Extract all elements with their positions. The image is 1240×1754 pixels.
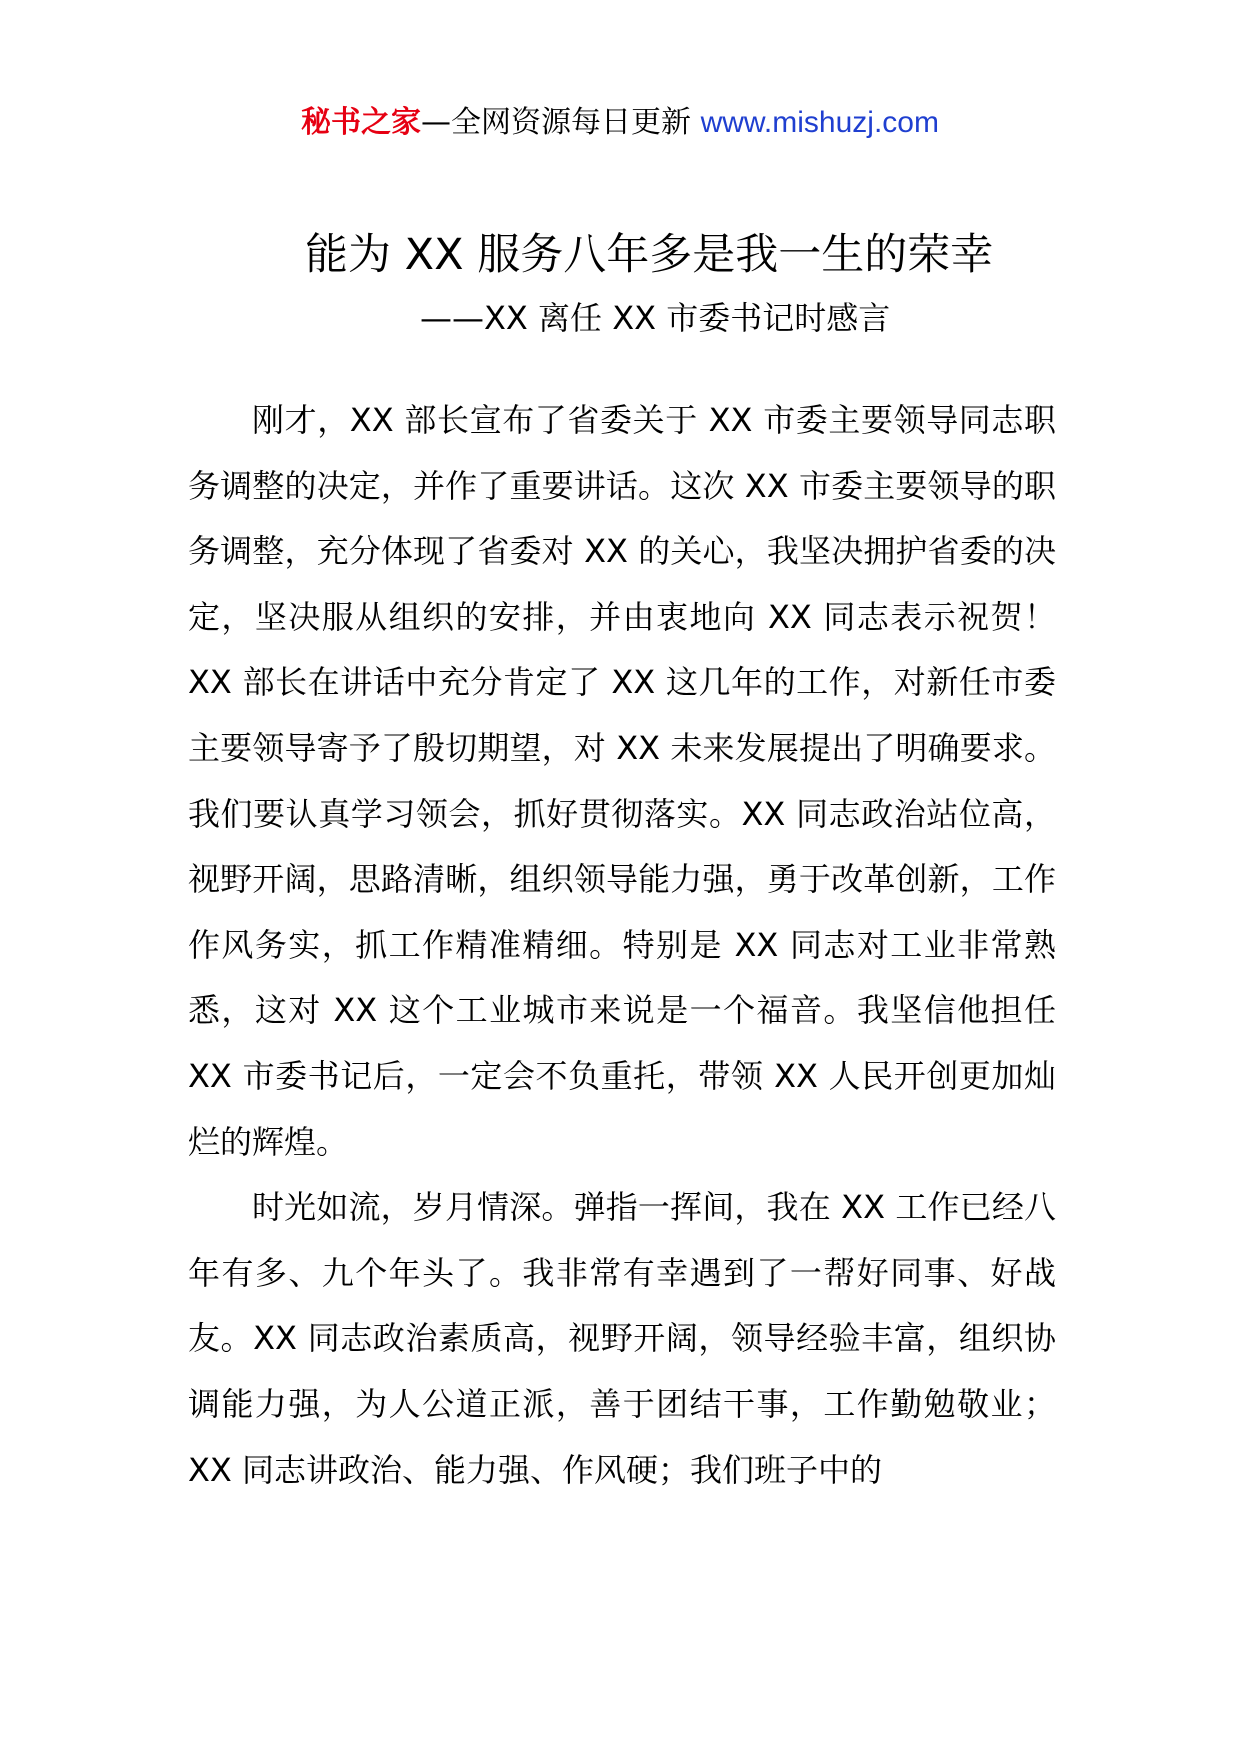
header-tagline: —全网资源每日更新	[421, 105, 692, 140]
document-body	[188, 388, 1056, 1503]
document-subtitle: ——XX 离任 XX 市委书记时感言	[420, 299, 891, 337]
site-header	[0, 100, 1240, 146]
site-url-link[interactable]: www.mishuzj.com	[700, 106, 939, 139]
body-paragraph: 刚才，XX 部长宣布了省委关于 XX 市委主要领导同志职务调整的决定，并作了重要讲话。这次 XX 市委主要领导的职务调整，充分体现了省委对 XX 的关心，我坚决拥护省委的决定，坚决服从组织的安排，并由衷地向 XX 同志表示祝贺！XX 部长在讲话中充分肯定了 XX 这几年的工作，对新任市委主要领导寄予了殷切期望，对 XX 未来发展提出了明确要求。我们要认真学习领会，抓好贯彻落实。XX 同志政治站位高，视野开阔，思路清晰，组织领导能力强，勇于改革创新，工作作风务实，抓工作精准精细。特别是 XX 同志对工业非常熟悉，这对 XX 这个工业城市来说是一个福音。我坚信他担任 XX 市委书记后，一定会不负重托，带领 XX 人民开创更加灿烂的辉煌。	[188, 401, 1056, 1161]
body-paragraph: 时光如流，岁月情深。弹指一挥间，我在 XX 工作已经八年有多、九个年头了。我非常有幸遇到了一帮好同事、好战友。XX 同志政治素质高，视野开阔，领导经验丰富，组织协调能力强，为人公道正派，善于团结干事，工作勤勉敬业；XX 同志讲政治、能力强、作风硬；我们班子中的	[188, 1188, 1056, 1489]
document-title: 能为 XX 服务八年多是我一生的荣幸	[305, 230, 994, 280]
brand-name: 秘书之家	[301, 105, 422, 140]
